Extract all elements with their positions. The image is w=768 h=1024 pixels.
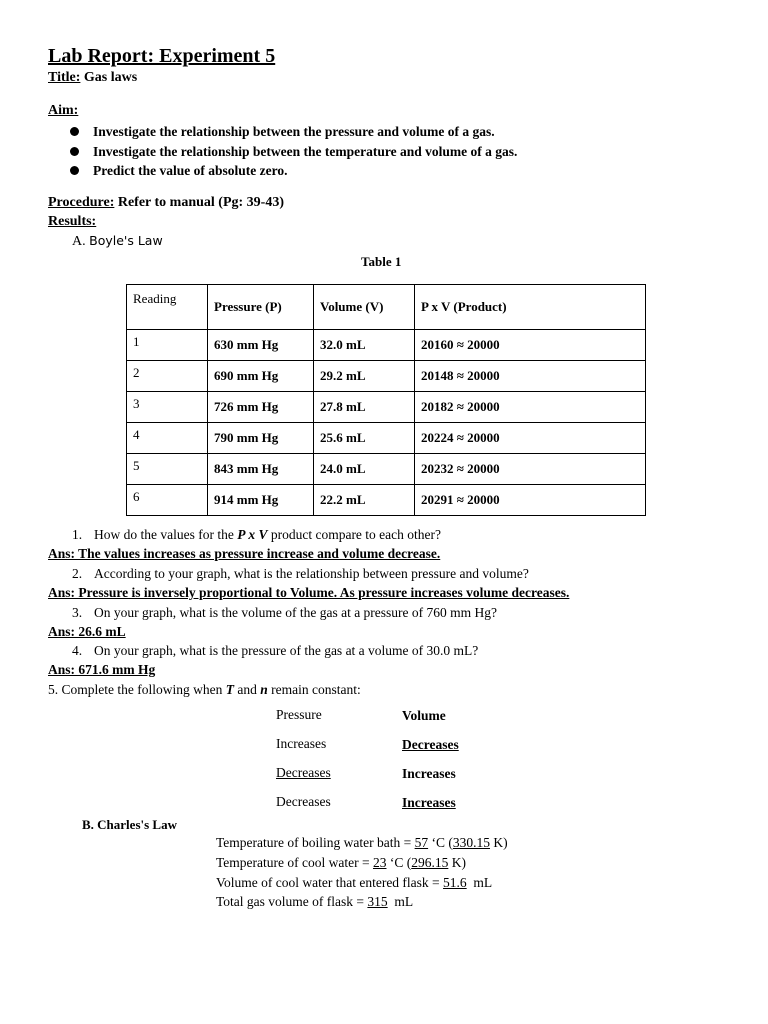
bullet-icon — [70, 127, 79, 136]
aim-list — [48, 122, 517, 181]
bullet-icon — [70, 166, 79, 175]
procedure-line — [48, 195, 284, 211]
pv-pressure-2: Decreases — [276, 765, 331, 780]
title-label: Title: — [48, 70, 81, 85]
header-volume: Volume (V) — [314, 285, 415, 330]
pv-volume-1: Decreases — [402, 737, 459, 752]
title-line — [48, 70, 137, 86]
answer-2: Ans: Pressure is inversely proportional to Volume. As pressure increases volume decreases. — [48, 585, 570, 600]
answer-4: Ans: 671.6 mm Hg — [48, 662, 156, 677]
aim-item: Investigate the relationship between the temperature and volume of a gas. — [48, 142, 517, 162]
report-title: Lab Report: Experiment 5 — [48, 45, 276, 67]
procedure-label: Procedure: — [48, 195, 115, 210]
table-row: 4 790 mm Hg 25.6 mL 20224 ≈ 20000 — [127, 423, 646, 454]
answer-1: Ans: The values increases as pressure increase and volume decrease. — [48, 546, 441, 561]
table-row: 5 843 mm Hg 24.0 mL 20232 ≈ 20000 — [127, 454, 646, 485]
pv-volume-3: Increases — [402, 795, 456, 810]
question-3: 3. On your graph, what is the volume of the gas at a pressure of 760 mm Hg? — [72, 605, 498, 620]
table-header-row — [127, 285, 646, 330]
table-row: 3 726 mm Hg 27.8 mL 20182 ≈ 20000 — [127, 392, 646, 423]
boyles-law-table — [126, 284, 646, 516]
header-reading: Reading — [127, 285, 208, 330]
total-gas-volume-line: Total gas volume of flask = 315 mL — [216, 894, 414, 909]
title-value: Gas laws — [83, 70, 138, 85]
table-row: 6 914 mm Hg 22.2 mL 20291 ≈ 20000 — [127, 485, 646, 516]
pv-pressure-1: Increases — [276, 736, 327, 751]
question-2: 2. According to your graph, what is the relationship between pressure and volume? — [72, 566, 529, 581]
question-1: 1. How do the values for the P x V product compare to each other? — [72, 527, 442, 542]
header-product: P x V (Product) — [415, 285, 646, 330]
bullet-icon — [70, 147, 79, 156]
pv-header-pressure: Pressure — [276, 707, 322, 722]
results-label: Results: — [48, 214, 97, 229]
aim-item: Predict the value of absolute zero. — [48, 161, 517, 181]
cool-temp-line: Temperature of cool water = 23 ‘C (296.15 K) — [216, 855, 466, 870]
section-a-title: Boyle's Law — [89, 233, 163, 248]
question-4: 4. On your graph, what is the pressure of the gas at a volume of 30.0 mL? — [72, 643, 479, 658]
pv-header-volume: Volume — [402, 708, 446, 723]
boiling-temp-line: Temperature of boiling water bath = 57 ‘C (330.15 K) — [216, 835, 508, 850]
aim-label: Aim: — [48, 103, 79, 118]
cool-water-volume-line: Volume of cool water that entered flask = 51.6 mL — [216, 875, 493, 890]
pv-pressure-3: Decreases — [276, 794, 331, 809]
table-row: 2 690 mm Hg 29.2 mL 20148 ≈ 20000 — [127, 361, 646, 392]
table-row: 1 630 mm Hg 32.0 mL 20160 ≈ 20000 — [127, 330, 646, 361]
answer-3: Ans: 26.6 mL — [48, 624, 126, 639]
question-5: 5. Complete the following when T and n remain constant: — [48, 682, 361, 697]
header-pressure: Pressure (P) — [208, 285, 314, 330]
procedure-value: Refer to manual (Pg: 39-43) — [117, 195, 285, 210]
table-caption: Table 1 — [361, 254, 402, 269]
pv-volume-2: Increases — [402, 766, 456, 781]
section-a-heading — [72, 233, 163, 250]
aim-item: Investigate the relationship between the pressure and volume of a gas. — [48, 122, 517, 142]
section-a-letter: A. — [72, 234, 86, 249]
section-b-title: B. Charles's Law — [82, 817, 177, 832]
